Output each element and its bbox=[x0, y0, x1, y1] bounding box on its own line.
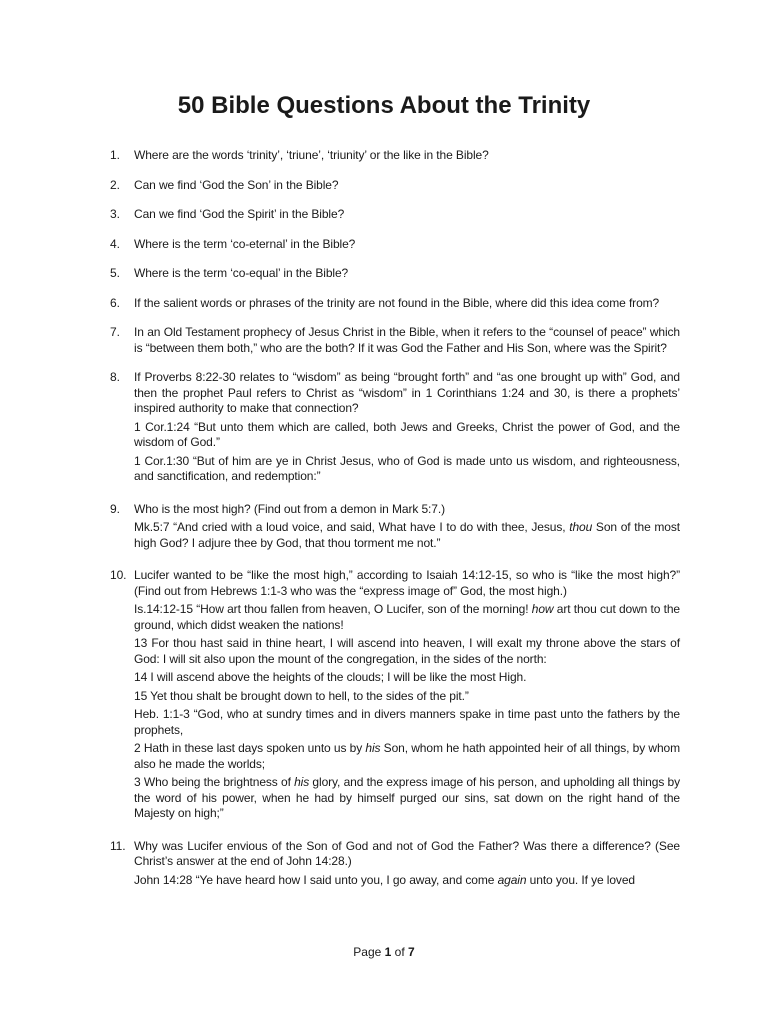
question-number: 8. bbox=[110, 370, 120, 384]
question-text: If the salient words or phrases of the trinity are not found in the Bible, where did this idea come from? bbox=[134, 295, 660, 310]
question-text: Lucifer wanted to be “like the most high,” according to Isaiah 14:12-15, so who is “like the most high?” (Find out from Hebrews 1:1-3 who was the “express image of” God, the most high.) bbox=[134, 568, 680, 598]
question-number: 4. bbox=[110, 236, 120, 251]
question-item bbox=[110, 266, 680, 282]
question-text: In an Old Testament prophecy of Jesus Christ in the Bible, when it refers to the “counsel of peace” which is “between them both,” who are the both? If it was God the Father and His Son, where was the Spirit? bbox=[134, 325, 680, 355]
question-text: Can we find ‘God the Son’ in the Bible? bbox=[134, 177, 339, 192]
page-title: 50 Bible Questions About the Trinity bbox=[177, 92, 591, 119]
citation-italic-text: how bbox=[531, 602, 554, 616]
citation-text: 13 For thou hast said in thine heart, I will ascend into heaven, I will exalt my throne above the stars of God: I will sit also upon the mount of the congregation, in the sides of the north: bbox=[134, 636, 680, 666]
citation-text: art thou cut down to the ground, which didst weaken the nations! bbox=[134, 602, 680, 632]
question-number: 11. bbox=[110, 838, 126, 853]
question-number: 7. bbox=[110, 325, 120, 339]
citation-text: 3 Who being the brightness of bbox=[134, 775, 295, 789]
citation-italic-text: his bbox=[365, 741, 381, 755]
question-number: 6. bbox=[110, 295, 120, 310]
citation-text: 2 Hath in these last days spoken unto us by bbox=[134, 741, 366, 755]
question-number: 1. bbox=[110, 148, 120, 162]
question-number: 5. bbox=[110, 266, 120, 280]
citation-text: Is.14:12-15 “How art thou fallen from heaven, O Lucifer, son of the morning! bbox=[134, 602, 532, 616]
scripture-citation bbox=[134, 420, 680, 451]
question-text: Where is the term ‘co-equal’ in the Bible? bbox=[134, 266, 349, 280]
question-item bbox=[110, 178, 680, 194]
scripture-citation bbox=[134, 602, 680, 633]
citation-text: 15 Yet thou shalt be brought down to hell, to the sides of the pit.” bbox=[134, 688, 469, 703]
question-item bbox=[110, 502, 680, 552]
scripture-citation bbox=[134, 454, 680, 485]
total-page-count: 7 bbox=[408, 945, 415, 959]
question-number: 10. bbox=[110, 568, 127, 582]
question-item bbox=[110, 296, 680, 312]
citation-text: John 14:28 “Ye have heard how I said unto you, I go away, and come bbox=[134, 872, 498, 887]
citation-text: Heb. 1:1-3 “God, who at sundry times and in divers manners spake in time past unto the fathers by the prophets, bbox=[134, 707, 680, 737]
question-item bbox=[110, 568, 680, 822]
scripture-citation bbox=[134, 707, 680, 738]
question-item bbox=[110, 237, 680, 253]
question-text: Why was Lucifer envious of the Son of God and not of God the Father? Was there a difference? (See Christ’s answer at the end of John 14:28.) bbox=[134, 838, 680, 868]
current-page-number: 1 bbox=[384, 945, 392, 959]
question-list bbox=[110, 148, 680, 888]
question-text: Where are the words ‘trinity’, ‘triune’, ‘triunity’ or the like in the Bible? bbox=[134, 148, 489, 162]
question-item bbox=[110, 370, 680, 485]
scripture-citation bbox=[134, 775, 680, 822]
question-item bbox=[110, 839, 680, 889]
scripture-citation bbox=[134, 873, 680, 889]
scripture-citation bbox=[134, 636, 680, 667]
citation-text: Son, whom he hath appointed heir of all things, by whom also he made the worlds; bbox=[134, 741, 680, 771]
citation-text: 1 Cor.1:24 “But unto them which are called, both Jews and Greeks, Christ the power of God, and the wisdom of God.” bbox=[134, 419, 680, 449]
question-number: 3. bbox=[110, 207, 120, 221]
scripture-citation bbox=[134, 689, 680, 705]
question-item bbox=[110, 207, 680, 223]
footer-prefix: Page bbox=[353, 945, 385, 959]
citation-text: 14 I will ascend above the heights of the clouds; I will be like the most High. bbox=[134, 670, 527, 684]
citation-text: Son of the most high God? I adjure thee by God, that thou torment me not.” bbox=[134, 520, 680, 550]
citation-italic-text: thou bbox=[569, 520, 593, 534]
question-text: Where is the term ‘co-eternal’ in the Bible? bbox=[134, 236, 356, 251]
question-text: If Proverbs 8:22-30 relates to “wisdom” as being “brought forth” and “as one brought up with” God, and then the prophet Paul refers to Christ as “wisdom” in 1 Corinthians 1:24 and 30, is there a prophets’ inspired authority to make that connection? bbox=[134, 370, 680, 415]
footer-of: of bbox=[391, 945, 409, 959]
citation-text: Mk.5:7 “And cried with a loud voice, and said, What have I to do with thee, Jesus, bbox=[134, 520, 570, 534]
page-footer bbox=[0, 945, 768, 959]
scripture-citation bbox=[134, 520, 680, 551]
citation-text: 1 Cor.1:30 “But of him are ye in Christ Jesus, who of God is made unto us wisdom, and righteousness, and sanctification, and redemption:” bbox=[134, 453, 680, 483]
scripture-citation bbox=[134, 670, 680, 686]
question-text: Who is the most high? (Find out from a demon in Mark 5:7.) bbox=[134, 501, 445, 516]
question-number: 2. bbox=[110, 177, 120, 192]
question-number: 9. bbox=[110, 501, 120, 516]
scripture-citation bbox=[134, 741, 680, 772]
question-item bbox=[110, 148, 680, 164]
citation-italic-text: again bbox=[497, 872, 527, 887]
citation-text: unto you. If ye loved bbox=[526, 872, 635, 887]
citation-text: glory, and the express image of his person, and upholding all things by the word of his power, when he had by himself purged our sins, sat down on the right hand of the Majesty on high;” bbox=[134, 775, 680, 820]
citation-italic-text: his bbox=[294, 775, 310, 789]
question-text: Can we find ‘God the Spirit’ in the Bible? bbox=[134, 207, 345, 221]
question-item bbox=[110, 325, 680, 356]
